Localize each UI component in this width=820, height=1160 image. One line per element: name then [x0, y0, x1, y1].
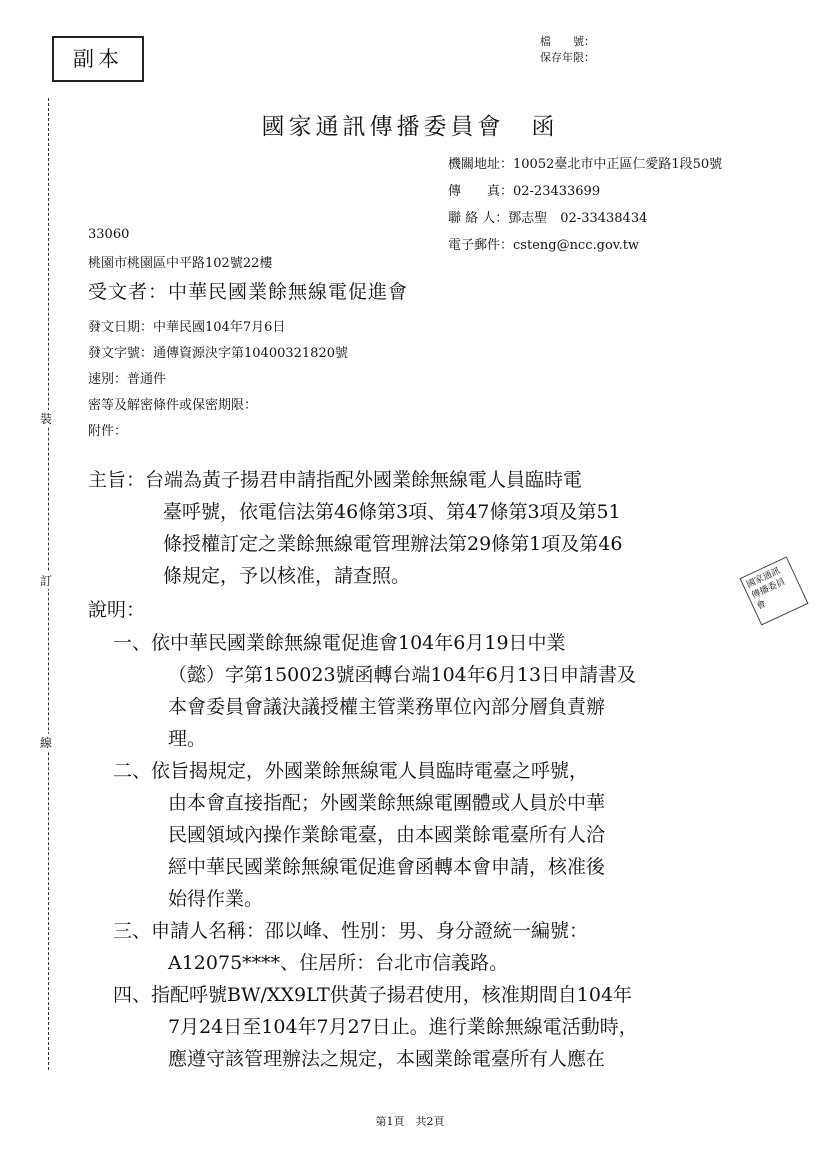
security-level: 密等及解密條件或保密期限：	[88, 398, 258, 413]
meta-block	[88, 315, 348, 445]
item-line: 二、依旨揭規定，外國業餘無線電人員臨時電臺之呼號，	[113, 760, 589, 782]
file-number: 檔 號：	[540, 35, 595, 48]
item-line: 一、依中華民國業餘無線電促進會104年6月19日中業	[113, 632, 566, 654]
item-line: 始得作業。	[168, 888, 264, 910]
item-line: 三、申請人名稱：邵以峰、性別：男、身分證統一編號：	[113, 920, 589, 942]
item-line: 四、指配呼號BW/XX9LT供黃子揚君使用，核准期間自104年	[113, 984, 633, 1006]
official-seal-stamp: 國家通訊傳播委員會	[739, 556, 808, 625]
postal-code: 33060	[88, 227, 130, 242]
email-address: 電子郵件：csteng@ncc.gov.tw	[448, 238, 640, 253]
file-info	[540, 34, 595, 66]
item-line: 理。	[168, 728, 207, 750]
binding-mark-ding: 訂	[40, 574, 53, 588]
document-title: 國家通訊傳播委員會 函	[261, 114, 559, 140]
contact-block	[448, 151, 722, 259]
recipient: 受文者：中華民國業餘無線電促進會	[88, 281, 409, 303]
attachment: 附件：	[88, 424, 128, 439]
item-line: A12075****、住居所：台北市信義路。	[168, 952, 509, 974]
subject-line: 條授權訂定之業餘無線電管理辦法第29條第1項及第46	[163, 533, 623, 555]
item-line: 本會委員會議決議授權主管業務單位內部分層負責辦	[168, 696, 606, 718]
item-line: 經中華民國業餘無線電促進會函轉本會申請，核准後	[168, 856, 606, 878]
contact-person: 聯 絡 人：鄧志聖 02-33438434	[448, 211, 648, 226]
copy-stamp: 副本	[52, 36, 144, 82]
speed-class: 速別：普通件	[88, 372, 167, 387]
fax-number: 傳 真：02-23433699	[448, 184, 601, 199]
item-line: 應遵守該管理辦法之規定，本國業餘電臺所有人應在	[168, 1048, 606, 1070]
item-line: （懿）字第150023號函轉台端104年6月13日申請書及	[168, 664, 637, 686]
subject-line: 臺呼號，依電信法第46條第3項、第47條第3項及第51	[163, 501, 621, 523]
issue-date: 發文日期：中華民國104年7月6日	[88, 320, 286, 335]
recipient-address: 桃園市桃園區中平路102號22樓	[88, 256, 273, 271]
agency-address: 機關地址：10052臺北市中正區仁愛路1段50號	[448, 157, 723, 172]
subject-line: 條規定，予以核准，請查照。	[163, 565, 411, 587]
retention-period: 保存年限：	[540, 51, 595, 64]
subject-line: 主旨：台端為黃子揚君申請指配外國業餘無線電人員臨時電	[88, 469, 583, 491]
document-number: 發文字號：通傳資源決字第10400321820號	[88, 346, 348, 361]
explanation-heading: 說明：	[88, 599, 146, 621]
item-line: 民國領域內操作業餘電臺，由本國業餘電臺所有人洽	[168, 824, 606, 846]
page-number: 第1頁 共2頁	[375, 1115, 445, 1128]
binding-mark-xian: 線	[40, 736, 53, 750]
item-line: 由本會直接指配；外國業餘無線電團體或人員於中華	[168, 792, 606, 814]
item-line: 7月24日至104年7月27日止。進行業餘無線電活動時，	[168, 1016, 638, 1038]
binding-mark-zhuang: 裝	[40, 412, 53, 426]
